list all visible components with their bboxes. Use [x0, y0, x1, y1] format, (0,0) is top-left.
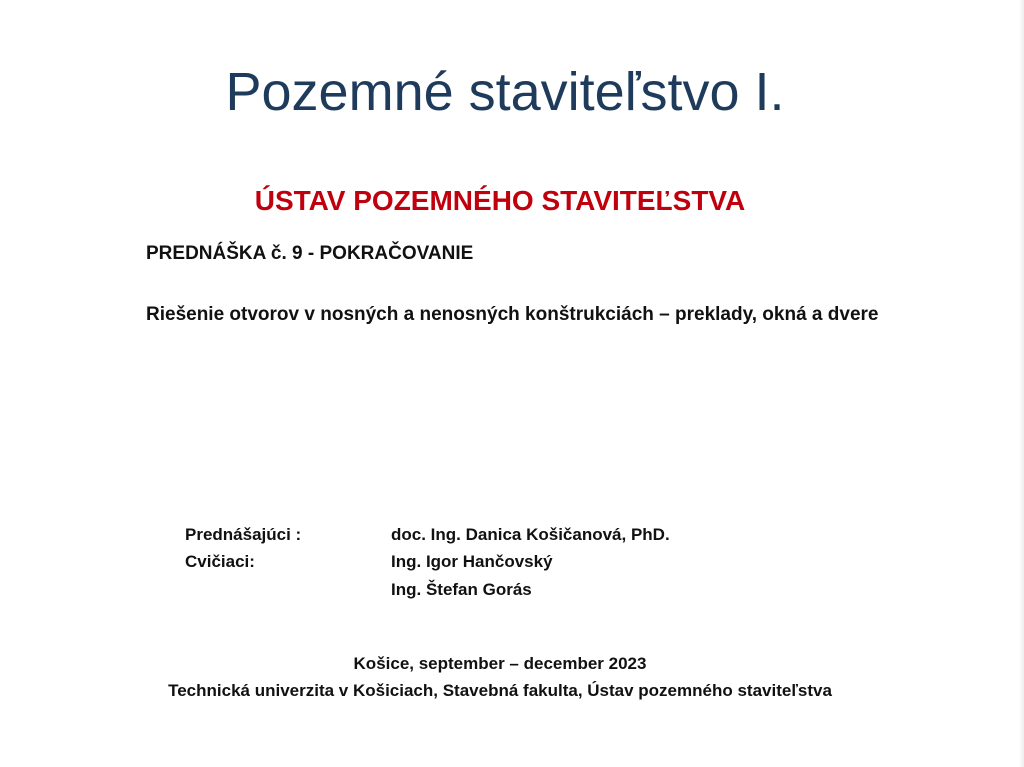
- tutors-label: Cvičiaci:: [185, 552, 255, 571]
- tutor-name-2: Ing. Štefan Gorás: [391, 580, 532, 599]
- lecturer-label: Prednášajúci :: [185, 525, 302, 544]
- organization: Technická univerzita v Košiciach, Stavebná fakulta, Ústav pozemného staviteľstva: [168, 681, 832, 700]
- slide-title: Pozemné staviteľstvo I.: [225, 62, 785, 122]
- slide-edge-shadow: [1019, 0, 1024, 767]
- tutor-name-1: Ing. Igor Hančovský: [391, 552, 553, 571]
- lecture-topic: Riešenie otvorov v nosných a nenosných konštrukciách – preklady, okná a dvere: [146, 304, 879, 325]
- lecture-number: PREDNÁŠKA č. 9 - POKRAČOVANIE: [146, 243, 474, 264]
- place-date: Košice, september – december 2023: [353, 654, 647, 673]
- institute-heading: ÚSTAV POZEMNÉHO STAVITEĽSTVA: [254, 185, 746, 216]
- lecturer-name: doc. Ing. Danica Košičanová, PhD.: [391, 525, 670, 544]
